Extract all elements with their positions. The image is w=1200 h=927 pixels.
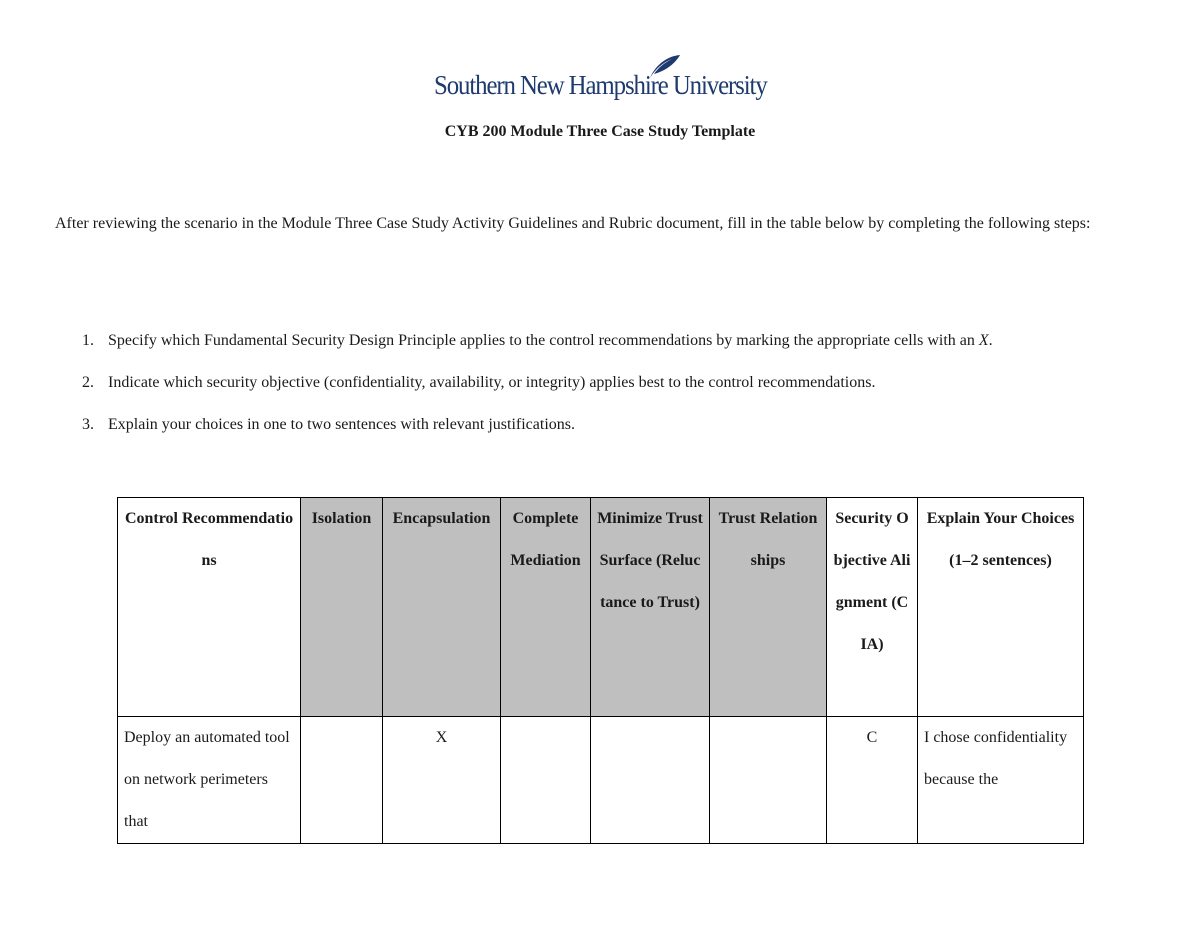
intro-paragraph: After reviewing the scenario in the Module Three Case Study Activity Guidelines and Rubric document, fill in the table below by completing the following steps: bbox=[55, 215, 1091, 232]
table-header-row bbox=[118, 498, 1084, 717]
header-isolation: Isolation bbox=[301, 498, 383, 717]
header-explain-label: Explain Your Choices bbox=[926, 510, 1075, 527]
cell-trust-relationships[interactable] bbox=[710, 717, 827, 844]
step-emphasis: X bbox=[978, 332, 989, 349]
step-tail: . bbox=[988, 332, 993, 349]
document-title: CYB 200 Module Three Case Study Template bbox=[444, 123, 756, 140]
header-security-objective: Security Objective Alignment (CIA) bbox=[827, 498, 918, 717]
cell-security-objective[interactable]: C bbox=[827, 717, 918, 844]
cell-explain-choices[interactable]: I chose confidentiality because the bbox=[918, 717, 1084, 844]
step-text: Explain your choices in one to two sentences with relevant justifications. bbox=[108, 416, 575, 433]
step-text: Specify which Fundamental Security Design Principle applies to the control recommendations by marking the appropriate cells with an bbox=[108, 332, 979, 349]
step-number: 3. bbox=[82, 416, 94, 433]
step-item bbox=[55, 404, 1155, 446]
university-logo bbox=[434, 54, 774, 104]
step-item bbox=[55, 362, 1155, 404]
cell-encapsulation[interactable]: X bbox=[383, 717, 501, 844]
cell-isolation[interactable] bbox=[301, 717, 383, 844]
cell-minimize-trust-surface[interactable] bbox=[591, 717, 710, 844]
header-explain-sublabel: (1–2 sentences) bbox=[949, 552, 1052, 569]
logo-wordmark: Southern New Hampshire University bbox=[434, 70, 767, 100]
header-trust-relationships: Trust Relationships bbox=[710, 498, 827, 717]
table-row bbox=[118, 717, 1084, 844]
header-encapsulation: Encapsulation bbox=[383, 498, 501, 717]
cell-complete-mediation[interactable] bbox=[501, 717, 591, 844]
step-item bbox=[55, 320, 1155, 362]
header-complete-mediation: Complete Mediation bbox=[501, 498, 591, 717]
step-number: 1. bbox=[82, 332, 94, 349]
case-study-table bbox=[117, 497, 1084, 844]
header-explain-choices bbox=[918, 498, 1084, 717]
step-text: Indicate which security objective (confidentiality, availability, or integrity) applies best to the control recommendations. bbox=[108, 374, 876, 391]
header-control-recommendations: Control Recommendations bbox=[118, 498, 301, 717]
step-number: 2. bbox=[82, 374, 94, 391]
steps-list bbox=[55, 320, 1155, 446]
cell-control-recommendation[interactable]: Deploy an automated tool on network perimeters that bbox=[118, 717, 301, 844]
header-minimize-trust-surface: Minimize Trust Surface (Reluctance to Trust) bbox=[591, 498, 710, 717]
